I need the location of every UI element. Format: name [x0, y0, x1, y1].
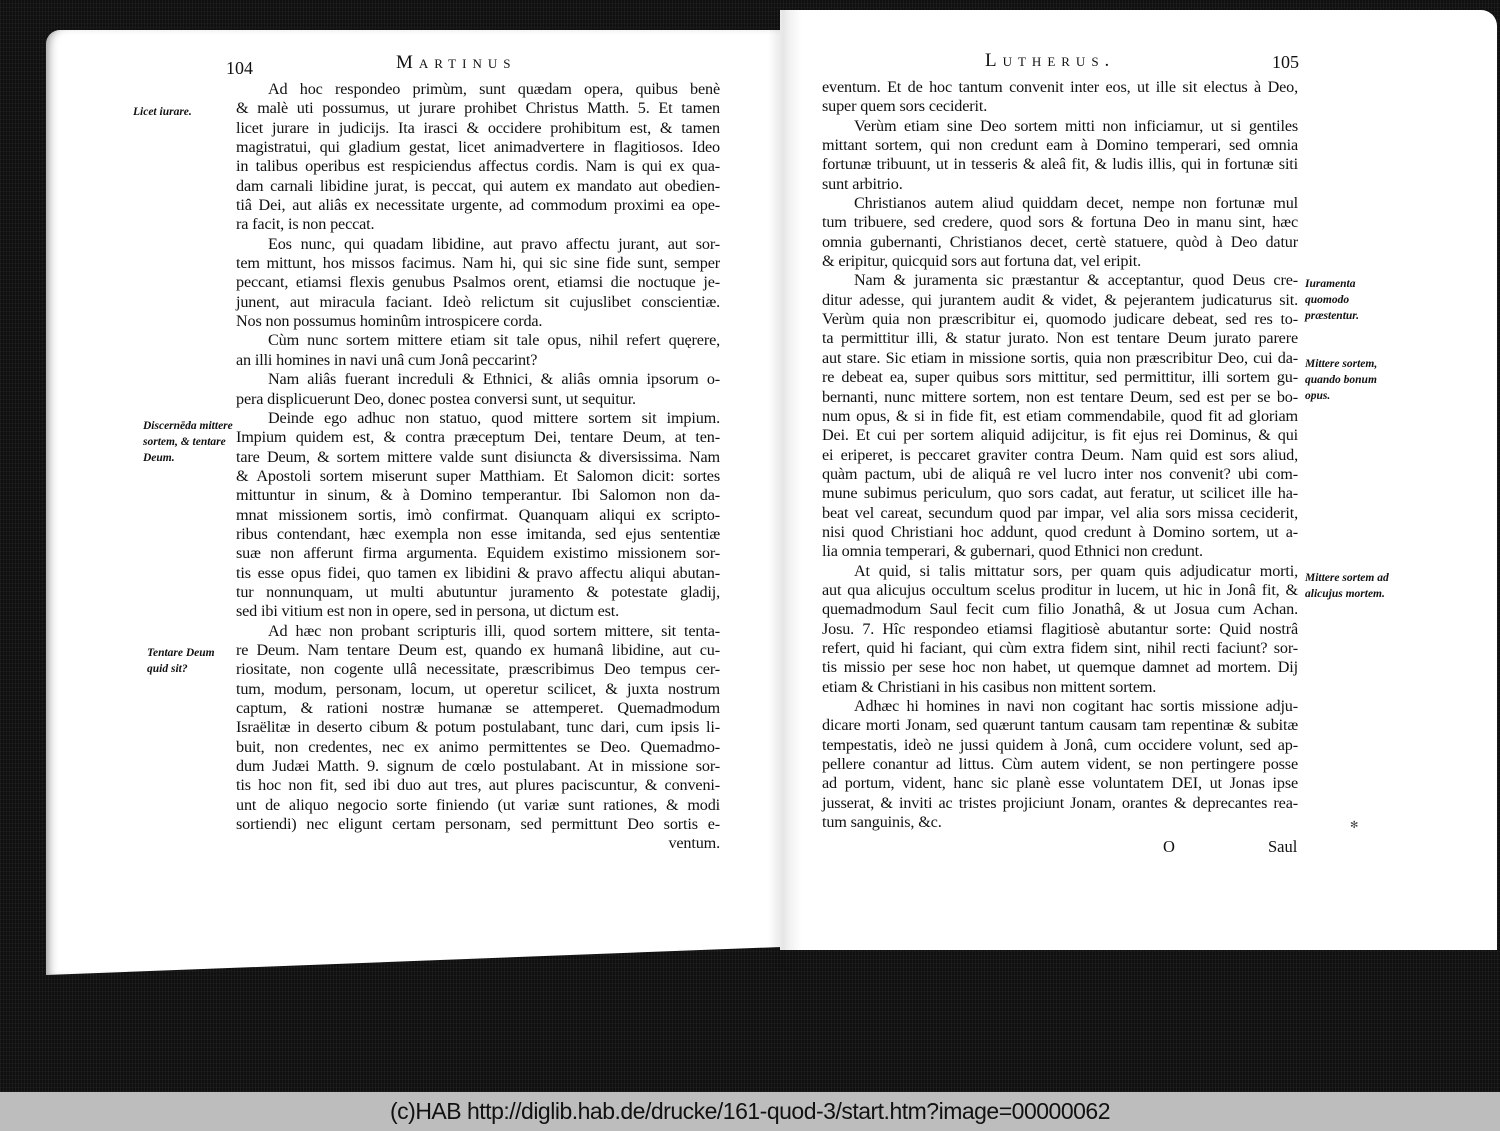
catchword: Saul: [1268, 837, 1298, 856]
text-line: peccant, etiamsi flexis genubus Psalmos orent, etiamsi die noctuque je-: [236, 273, 720, 292]
credit-footer: [0, 1092, 1500, 1131]
text-line: Impium quidem est, & contra præceptum Dei, tentare Deum, at ten-: [236, 428, 720, 447]
text-line: Nos non possumus hominûm introspicere corda.: [236, 312, 543, 331]
text-line: Dei. Et cui per sortem aliquid adijcitur, is fit ejus rei Dominus, & qui: [822, 426, 1298, 445]
text-line: tis missio per sese hoc non habet, ut quemque damnet ad mortem. Dij: [822, 658, 1298, 677]
left-page-text: [236, 80, 720, 854]
right-page-number: 105: [1272, 52, 1299, 72]
text-line: mune subimus periculum, quo sors cadat, aut feratur, ut scilicet ille ha-: [822, 484, 1298, 503]
text-line: num opus, & si in fide fit, est etiam commendabile, quod fit ad gloriam: [822, 406, 1298, 425]
text-line: tum sanguinis, &c.: [822, 813, 942, 832]
text-line: tum, modum, personam, locum, ut operetur scilicet, & juxta nostrum: [236, 679, 720, 698]
text-line: tur nonnunquam, ut multi abutuntur juramento & potestate gladij,: [236, 582, 720, 601]
text-line: etiam & Christiani in his casibus non mittent sortem.: [822, 677, 1157, 696]
right-running-head: Lutherus.: [985, 50, 1116, 71]
text-line: re Deum. Nam tentare Deum est, quando ex humanâ libidine, aut cu-: [236, 640, 720, 659]
text-line: ribus contendant, hæc exempla non esse imitanda, sed ejus sententiæ: [236, 524, 720, 543]
left-margin-note-3: Tentare Deum quid sit?: [147, 647, 215, 675]
text-line: tem mittunt, hos missos facimus. Nam hi, qui sic sine fide sunt, semper: [236, 254, 720, 273]
text-line: mittant sortem, qui non credunt eam à Domino temperari, sed omnia: [822, 136, 1298, 155]
text-line: lia omnia temperari, & gubernari, quod Ethnici non credunt.: [822, 542, 1203, 561]
right-margin-note-2: Mittere sortem, quando bonum opus.: [1305, 358, 1378, 402]
text-line: junent, aut miracula faciant. Ideò relictum sit cujuslibet conscientiæ.: [236, 292, 720, 311]
text-line: & Apostoli sortem miserunt super Matthiam. Et Salomon dicit: sortes: [236, 466, 720, 485]
book-gutter: [768, 10, 802, 970]
text-line: mittuntur in sinum, & à Domino temperantur. Ibi Salomon non da-: [236, 486, 720, 505]
text-line: Eos nunc, qui quadam libidine, aut pravo affectu jurant, aut sor-: [268, 234, 720, 253]
text-line: quemadmodum Saul fecit cum filio Jonathâ, & ut Josua cum Achan.: [822, 600, 1298, 619]
credit-text: (c)HAB http://diglib.hab.de/drucke/161-quod-3/start.htm?image=00000062: [390, 1098, 1110, 1124]
text-line: Israëlitæ in deserto cibum & potum postulabant, tunc dari, cum ipsis li-: [236, 718, 720, 737]
text-line: ta permittitur illi, & statur jurato. Non est tentare Deum jurato parere: [822, 329, 1298, 348]
text-line: Ad hæc non probant scripturis illi, quod sortem mittere, sit tenta-: [268, 621, 720, 640]
text-line: omnia gubernanti, Christianos decet, certè statuere, quòd à Deo datur: [822, 232, 1298, 251]
text-line: tiâ Dei, aut aliâs ex necessitate urgente, ad commodum proximi ea ope-: [236, 196, 720, 215]
text-line: bernanti, nunc mittere sortem, non est tentare Deum, sed est per se bo-: [822, 387, 1298, 406]
text-line: tis hoc non fit, sed ibi duo aut tres, aut plures paciscuntur, & conveni-: [236, 776, 720, 795]
text-line: in talibus operibus est respiciendus affectus cordis. Nam is qui ex qua-: [236, 157, 720, 176]
text-line: & malè uti possumus, ut jurare prohibet Christus Matth. 5. Et tamen: [236, 99, 720, 118]
text-line: licet jurare in judicijs. Ita irasci & occidere prohibitum est, & tamen: [236, 118, 720, 137]
signature-mark: O: [1163, 837, 1175, 856]
text-line: suæ non afferunt firma argumenta. Equidem existimo missionem sor-: [236, 544, 720, 563]
text-line: tare Deum, & sortem mittere valde sunt disiuncta & diversissima. Nam: [236, 447, 720, 466]
text-line: Nam aliâs fuerant increduli & Ethnici, & aliâs omnia ipsorum o-: [268, 370, 720, 389]
text-line: magistratui, qui gladium gestat, licet animadvertere in flagitiosos. Ideo: [236, 138, 720, 157]
text-line: & eripitur, quicquid sors aut fortuna dat, vel eripit.: [822, 252, 1141, 271]
text-line: ad portum, vident, hanc sic planè esse voluntatem DEI, ut Jonas ipse: [822, 774, 1298, 793]
text-line: dicare morti Jonam, sed quærunt tantum causam tam repentinæ & subitæ: [822, 716, 1298, 735]
text-line: ra facit, is non peccat.: [236, 215, 375, 234]
text-line: Nam & juramenta sic præstantur & acceptantur, quod Deus cre-: [854, 271, 1298, 290]
right-page-text: [822, 78, 1298, 832]
text-line: quàm pactum, ubi de aliquâ re vel lucro inter nos convenit? ubi com-: [822, 464, 1298, 483]
text-line: Ad hoc respondeo primùm, sunt quædam opera, quibus benè: [268, 80, 720, 98]
text-line: aut qua alicujus occultum scelus proditur in lucem, ut hic in Jonâ fit, &: [822, 580, 1298, 599]
text-line: pera displicuerunt Deo, donec postea conversi sunt, ut sequitur.: [236, 389, 636, 408]
paper-speck: ✻: [1350, 820, 1359, 831]
text-line: beat vel careat, secundum quod par impar, vel alia sors missa ceciderit,: [822, 503, 1298, 522]
text-line: tum tribuere, sed credere, quod sors & fortuna Deo in manu sint, hæc: [822, 213, 1298, 232]
text-line: tempestatis, ideò ne jussi quidem à Jonâ, cum occidere volunt, sed ap-: [822, 735, 1298, 754]
text-line: super quem sors ceciderit.: [822, 97, 988, 116]
text-line: dum Judæi Matth. 9. signum de cœlo postulabant. At in missione sor-: [236, 757, 720, 776]
text-line: Cùm nunc sortem mittere etiam sit tale opus, nihil refert quęrere,: [268, 331, 720, 350]
text-line: captum, & rationi nostræ humanæ se attemperet. Quemadmodum: [236, 699, 720, 717]
text-line: re debeat ea, super quibus sors mittitur, sed permittitur, illi sortem gu-: [822, 368, 1298, 387]
left-running-head: Martinus: [396, 52, 517, 73]
left-page-number: 104: [226, 58, 253, 78]
text-line: Verùm etiam sine Deo sortem mitti non inficiamur, ut si gentiles: [854, 116, 1298, 135]
text-line: refert, quid hi faciant, qui cùm extra fidem sint, nihil recti faciunt? sor-: [822, 638, 1298, 657]
right-margin-note-3: Mittere sortem ad alicujus mortem.: [1305, 572, 1389, 600]
text-line: mnat missionem sortis, imò confirmat. Quanquam aliqui ex scripto-: [236, 505, 720, 524]
text-line: Verùm quia non præscribitur ei, quomodo judicare debeat, sed res to-: [822, 310, 1298, 329]
text-line: Adhæc hi homines in navi non cogitant hac sortis missione adju-: [854, 697, 1298, 715]
text-line: ei eriperet, is peccaret graviter contra Deum. Nam quid est sors aliud,: [822, 445, 1298, 464]
text-line: fortunæ tribuunt, ut in tesseris & aleâ fit, & ludis illis, qui in fortunæ siti: [822, 155, 1298, 174]
text-line: buit, non credentes, nec ex animo permittentes se Deo. Quemadmo-: [236, 737, 720, 756]
left-margin-note-1: Licet iurare.: [133, 106, 192, 118]
text-line: dam carnali libidine jurat, is peccat, qui autem ex mandato aut obedien-: [236, 176, 720, 195]
text-line: tis esse opus fidei, quo tamen ex libidini & pravo affectu aliqui abutan-: [236, 563, 720, 582]
text-line: eventum. Et de hoc tantum convenit inter eos, ut ille sit electus à Deo,: [822, 78, 1298, 96]
right-margin-note-1: Iuramenta quomodo præstentur.: [1305, 278, 1360, 322]
text-line: sed ibi vitium est non in opere, sed in persona, ut dictum est.: [236, 602, 620, 621]
text-line: ditur adesse, qui jurantem audit & videt, & pejerantem judicaturus sit.: [822, 290, 1298, 309]
text-line: jusserat, & inviti ac tristes projiciunt Jonam, orantes & deprecantes rea-: [822, 793, 1298, 812]
text-line: sortiendi) nec eligunt certam personam, sed permittunt Deo sortis e-: [236, 815, 720, 834]
text-line: unt de aliquo negocio sorte finiendo (ut variæ sunt rationes, & modi: [236, 795, 720, 814]
catchword-line: ventum.: [668, 834, 720, 853]
text-line: Josu. 7. Hîc respondeo etiamsi flagitiosè abutantur sorte: Quid nostrâ: [822, 619, 1298, 638]
text-line: nisi quod Christiani hoc addunt, quod credunt à Domino sortem, ut a-: [822, 522, 1298, 541]
left-margin-note-2: Discernēda mittere sortem, & tentare Deum.: [143, 420, 233, 464]
text-line: aut stare. Sic etiam in missione sortis, quia non præscribitur Deo, cui da-: [822, 348, 1298, 367]
text-line: Deinde ego adhuc non statuo, quod mittere sortem sit impium.: [268, 408, 720, 427]
text-line: riositate, non cogente ullâ necessitate, præscribimus Deo tempus cer-: [236, 660, 720, 679]
text-line: sunt arbitrio.: [822, 174, 903, 193]
text-line: At quid, si talis mittatur sors, per quam quis adjudicatur morti,: [854, 561, 1298, 580]
text-line: Christianos autem aliud quiddam decet, nempe non fortunæ mul: [854, 194, 1298, 213]
text-line: an illi homines in navi unâ cum Jonâ peccarint?: [236, 350, 538, 369]
text-line: pellere conantur ad littus. Cùm autem vident, se non pertingere posse: [822, 755, 1298, 774]
